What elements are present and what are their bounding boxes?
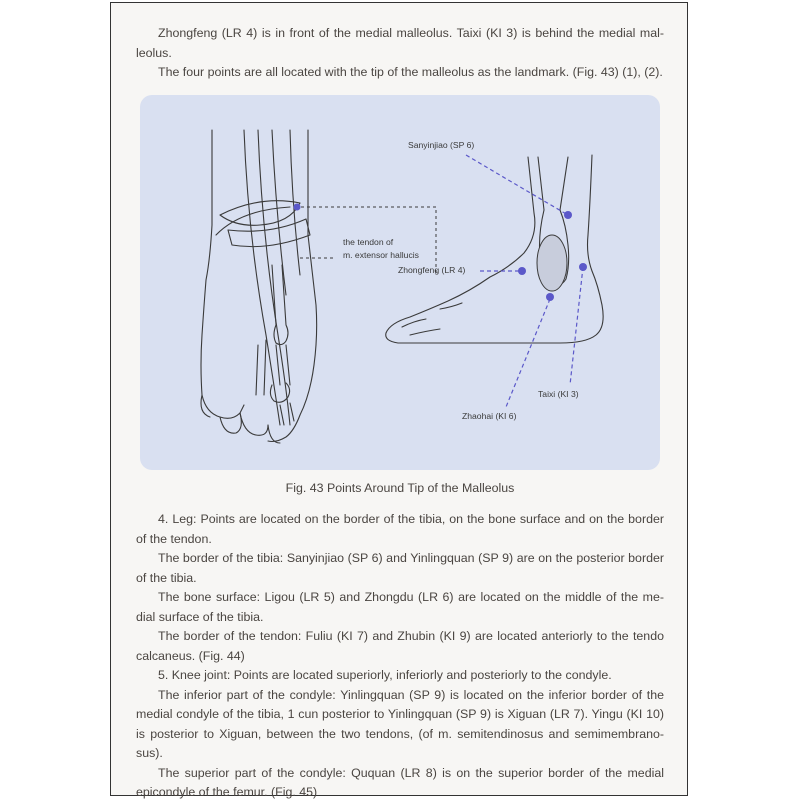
figure-43 (140, 95, 660, 470)
point-taixi (579, 263, 587, 271)
paragraph: The border of the tibia: Sanyinjiao (SP 6) and Yinlingquan (SP 9) are on the posterior border of the tibia. (136, 551, 664, 585)
paragraph: The superior part of the condyle: Ququan (LR 8) is on the superior border of the medial epicondyle of the femur. (Fig. 45) (136, 765, 664, 799)
top-text-block (136, 24, 664, 83)
paragraph: The border of the tendon: Fuliu (KI 7) and Zhubin (KI 9) are located anteriorly to the tendo calcaneus. (Fig. 44) (136, 629, 664, 663)
paragraph: The inferior part of the condyle: Yinlingquan (SP 9) is located on the inferior border of the medial condyle of the tibia, 1 cun posterior to Yinlingquan (SP 9) is Xiguan (LR 7). Yingu (KI 10) is posterior to Xiguan, between the two tendons, (of m. semitendinosus and semimembrano-sus). (136, 687, 664, 760)
paragraph: 4. Leg: Points are located on the border of the tibia, on the bone surface and on the border of the tendon. (136, 512, 664, 546)
label-taixi: Taixi (KI 3) (538, 389, 579, 399)
point-zhongfeng (518, 267, 526, 275)
foot-illustration (140, 95, 660, 470)
paragraph: The four points are all located with the tip of the malleolus as the landmark. (Fig. 43) (1), (2). (158, 65, 663, 79)
figure-caption: Fig. 43 Points Around Tip of the Malleolus (285, 481, 515, 495)
label-tendon-line1: the tendon of (343, 237, 394, 247)
label-zhongfeng: Zhongfeng (LR 4) (398, 265, 466, 275)
label-zhaohai: Zhaohai (KI 6) (462, 411, 517, 421)
point-sanyinjiao (564, 211, 572, 219)
label-sanyinjiao: Sanyinjiao (SP 6) (408, 140, 475, 150)
paragraph: Zhongfeng (LR 4) is in front of the medial malleolus. Taixi (KI 3) is behind the medial mal-leolus. (136, 26, 664, 60)
point-zhaohai (546, 293, 554, 301)
bottom-text-block (136, 510, 664, 803)
point-marker (294, 204, 301, 211)
label-tendon-line2: m. extensor hallucis (343, 250, 419, 260)
paragraph: 5. Knee joint: Points are located superiorly, inferiorly and posteriorly to the condyle. (158, 668, 612, 682)
paragraph: The bone surface: Ligou (LR 5) and Zhongdu (LR 6) are located on the middle of the me-dial surface of the tibia. (136, 590, 664, 624)
